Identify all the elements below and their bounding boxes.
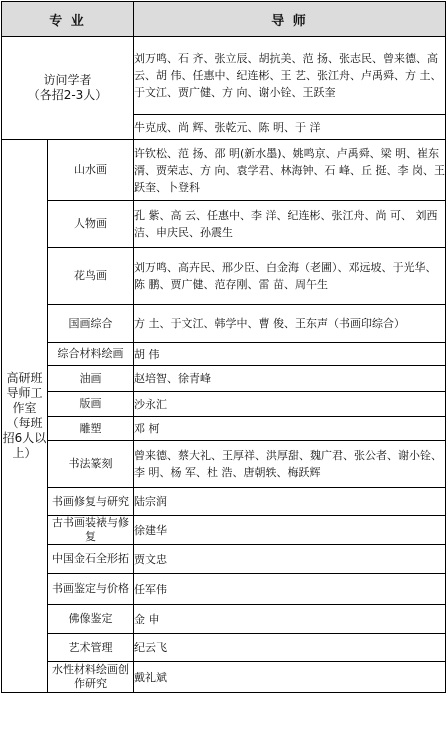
studio-supervisors: 方 土、于文江、韩学中、曹 俊、王东声（书画印综合）	[134, 305, 446, 343]
supervisor-table	[1, 1, 446, 693]
studio-row	[2, 488, 446, 516]
studio-major: 人物画	[48, 201, 134, 248]
header-major: 专 业	[2, 2, 134, 37]
studio-major: 中国金石全形拓	[48, 545, 134, 574]
visiting-names-2: 牛克成、尚 辉、张乾元、陈 明、于 洋	[134, 115, 446, 140]
visiting-scholar-label: 访问学者 （各招2-3人）	[2, 37, 134, 140]
studio-major: 国画综合	[48, 305, 134, 343]
studio-supervisors: 徐建华	[134, 516, 446, 545]
studio-major: 山水画	[48, 140, 134, 201]
studio-major: 水性材料绘画创作研究	[48, 662, 134, 693]
studio-row	[2, 305, 446, 343]
studio-supervisors: 戴礼斌	[134, 662, 446, 693]
studio-supervisors: 许钦松、范 扬、邵 明(新水墨)、姚鸣京、卢禹舜、梁 明、崔东湑、贾荣志、方 向、袁学君、林海钟、石 峰、丘 挺、李 岗、王跃奎、卜登科	[134, 140, 446, 201]
studio-row	[2, 201, 446, 248]
visiting-row-1	[2, 37, 446, 115]
studio-row	[2, 392, 446, 417]
studio-major: 花鸟画	[48, 248, 134, 305]
studio-row	[2, 417, 446, 441]
studio-supervisors: 孔 紫、高 云、任惠中、李 洋、纪连彬、张江舟、尚 可、 刘西洁、申庆民、孙震生	[134, 201, 446, 248]
studio-section	[2, 140, 446, 693]
studio-major: 雕塑	[48, 417, 134, 441]
studio-supervisors: 纪云飞	[134, 634, 446, 662]
studio-row	[2, 662, 446, 693]
studio-supervisors: 邓 柯	[134, 417, 446, 441]
studio-row	[2, 634, 446, 662]
studio-supervisors: 贾文忠	[134, 545, 446, 574]
studio-row	[2, 248, 446, 305]
studio-supervisors: 赵培智、徐青峰	[134, 366, 446, 392]
studio-major: 版画	[48, 392, 134, 417]
table-header-row	[2, 2, 446, 37]
studio-supervisors: 胡 伟	[134, 343, 446, 366]
visiting-names-1: 刘万鸣、石 齐、张立辰、胡抗美、范 扬、张志民、曾来德、高 云、胡 伟、任惠中、纪连彬、王 艺、张江舟、卢禹舜、方 土、于文江、贾广健、方 向、谢小铨、王跃奎	[134, 37, 446, 115]
studio-row	[2, 140, 446, 201]
studio-label: 高研班导师工作室（每班招6人以上）	[2, 140, 48, 693]
studio-supervisors: 陆宗润	[134, 488, 446, 516]
studio-row	[2, 516, 446, 545]
studio-major: 书画修复与研究	[48, 488, 134, 516]
studio-supervisors: 曾来德、蔡大礼、王厚祥、洪厚甜、魏广君、张公者、谢小铨、李 明、杨 军、杜 浩、唐朝轶、梅跃辉	[134, 441, 446, 488]
studio-supervisors: 金 申	[134, 605, 446, 634]
studio-major: 古书画装裱与修复	[48, 516, 134, 545]
studio-row	[2, 574, 446, 605]
studio-major: 艺术管理	[48, 634, 134, 662]
studio-major: 书画鉴定与价格	[48, 574, 134, 605]
studio-major: 佛像鉴定	[48, 605, 134, 634]
studio-row	[2, 545, 446, 574]
studio-supervisors: 任军伟	[134, 574, 446, 605]
header-supervisor: 导 师	[134, 2, 446, 37]
studio-major: 油画	[48, 366, 134, 392]
studio-supervisors: 刘万鸣、高卉民、邢少臣、白金海（老圃）、邓远坡、于光华、陈 鹏、贾广健、范存刚、雷 苗、周午生	[134, 248, 446, 305]
studio-major: 综合材料绘画	[48, 343, 134, 366]
studio-major: 书法篆刻	[48, 441, 134, 488]
studio-row	[2, 605, 446, 634]
studio-row	[2, 366, 446, 392]
studio-row	[2, 343, 446, 366]
studio-supervisors: 沙永汇	[134, 392, 446, 417]
studio-row	[2, 441, 446, 488]
